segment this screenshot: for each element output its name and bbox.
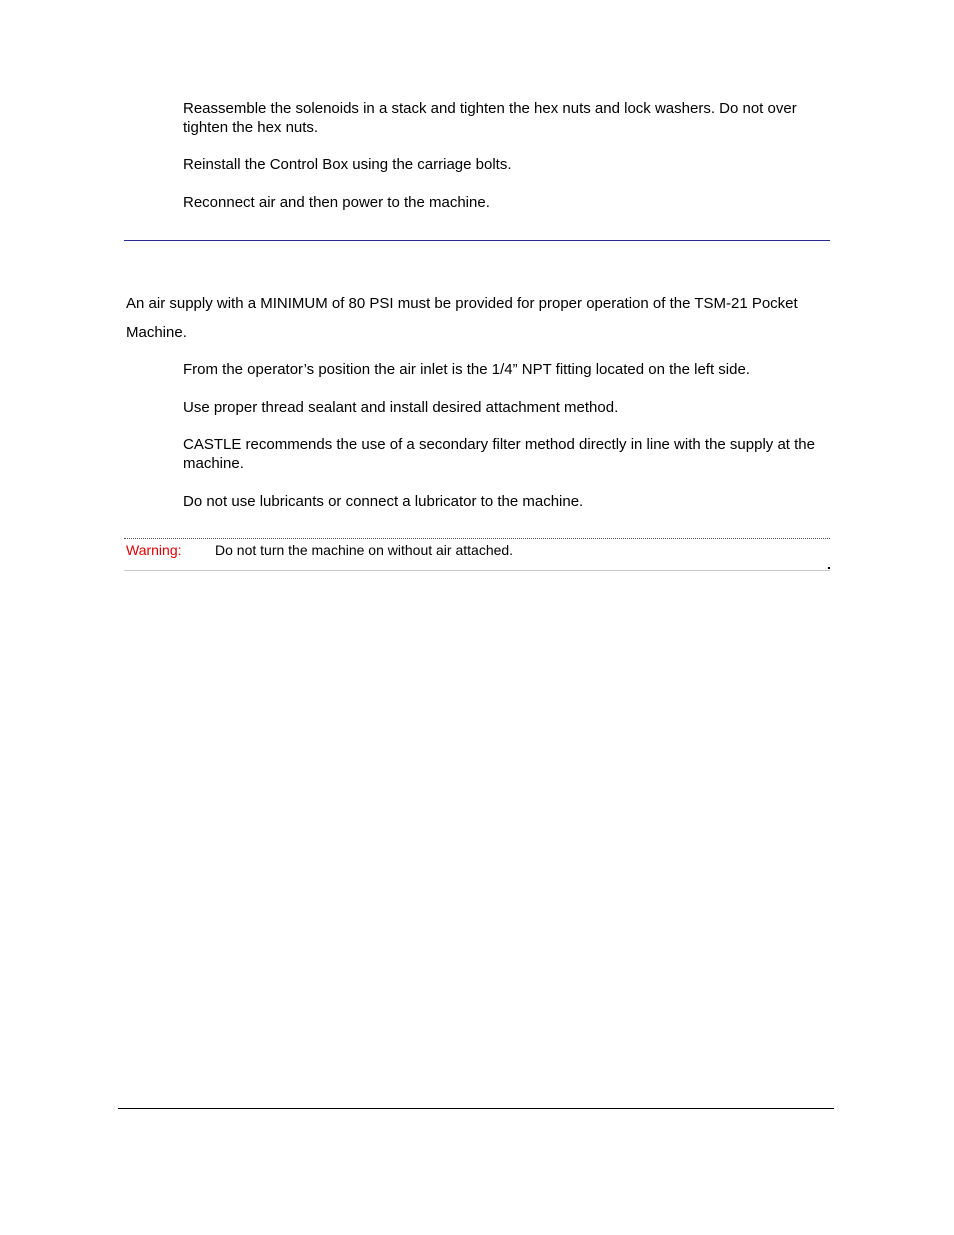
- step-secondary-filter: CASTLE recommends the use of a secondary filter method directly in line with the supply at the machine.: [183, 436, 815, 472]
- air-supply-intro: An air supply with a MINIMUM of 80 PSI must be provided for proper operation of the TSM-21 Pocket Machine.: [126, 295, 798, 341]
- section-divider: [124, 240, 830, 241]
- warning-bottom-rule: [124, 570, 830, 571]
- step-reconnect-air-power: Reconnect air and then power to the machine.: [183, 194, 490, 211]
- footer-rule: [118, 1108, 834, 1109]
- step-reinstall-control-box: Reinstall the Control Box using the carriage bolts.: [183, 156, 512, 173]
- warning-top-rule: [124, 538, 830, 539]
- warning-text: Do not turn the machine on without air attached.: [215, 542, 514, 558]
- step-reassemble-solenoids: Reassemble the solenoids in a stack and tighten the hex nuts and lock washers. Do not over tighten the hex nuts.: [183, 100, 797, 136]
- step-thread-sealant: Use proper thread sealant and install desired attachment method.: [183, 399, 619, 416]
- warning-label: Warning:: [126, 542, 182, 558]
- step-air-inlet: From the operator’s position the air inlet is the 1/4” NPT fitting located on the left side.: [183, 361, 750, 378]
- step-no-lubricants: Do not use lubricants or connect a lubricator to the machine.: [183, 493, 584, 510]
- stray-dot: [828, 567, 830, 569]
